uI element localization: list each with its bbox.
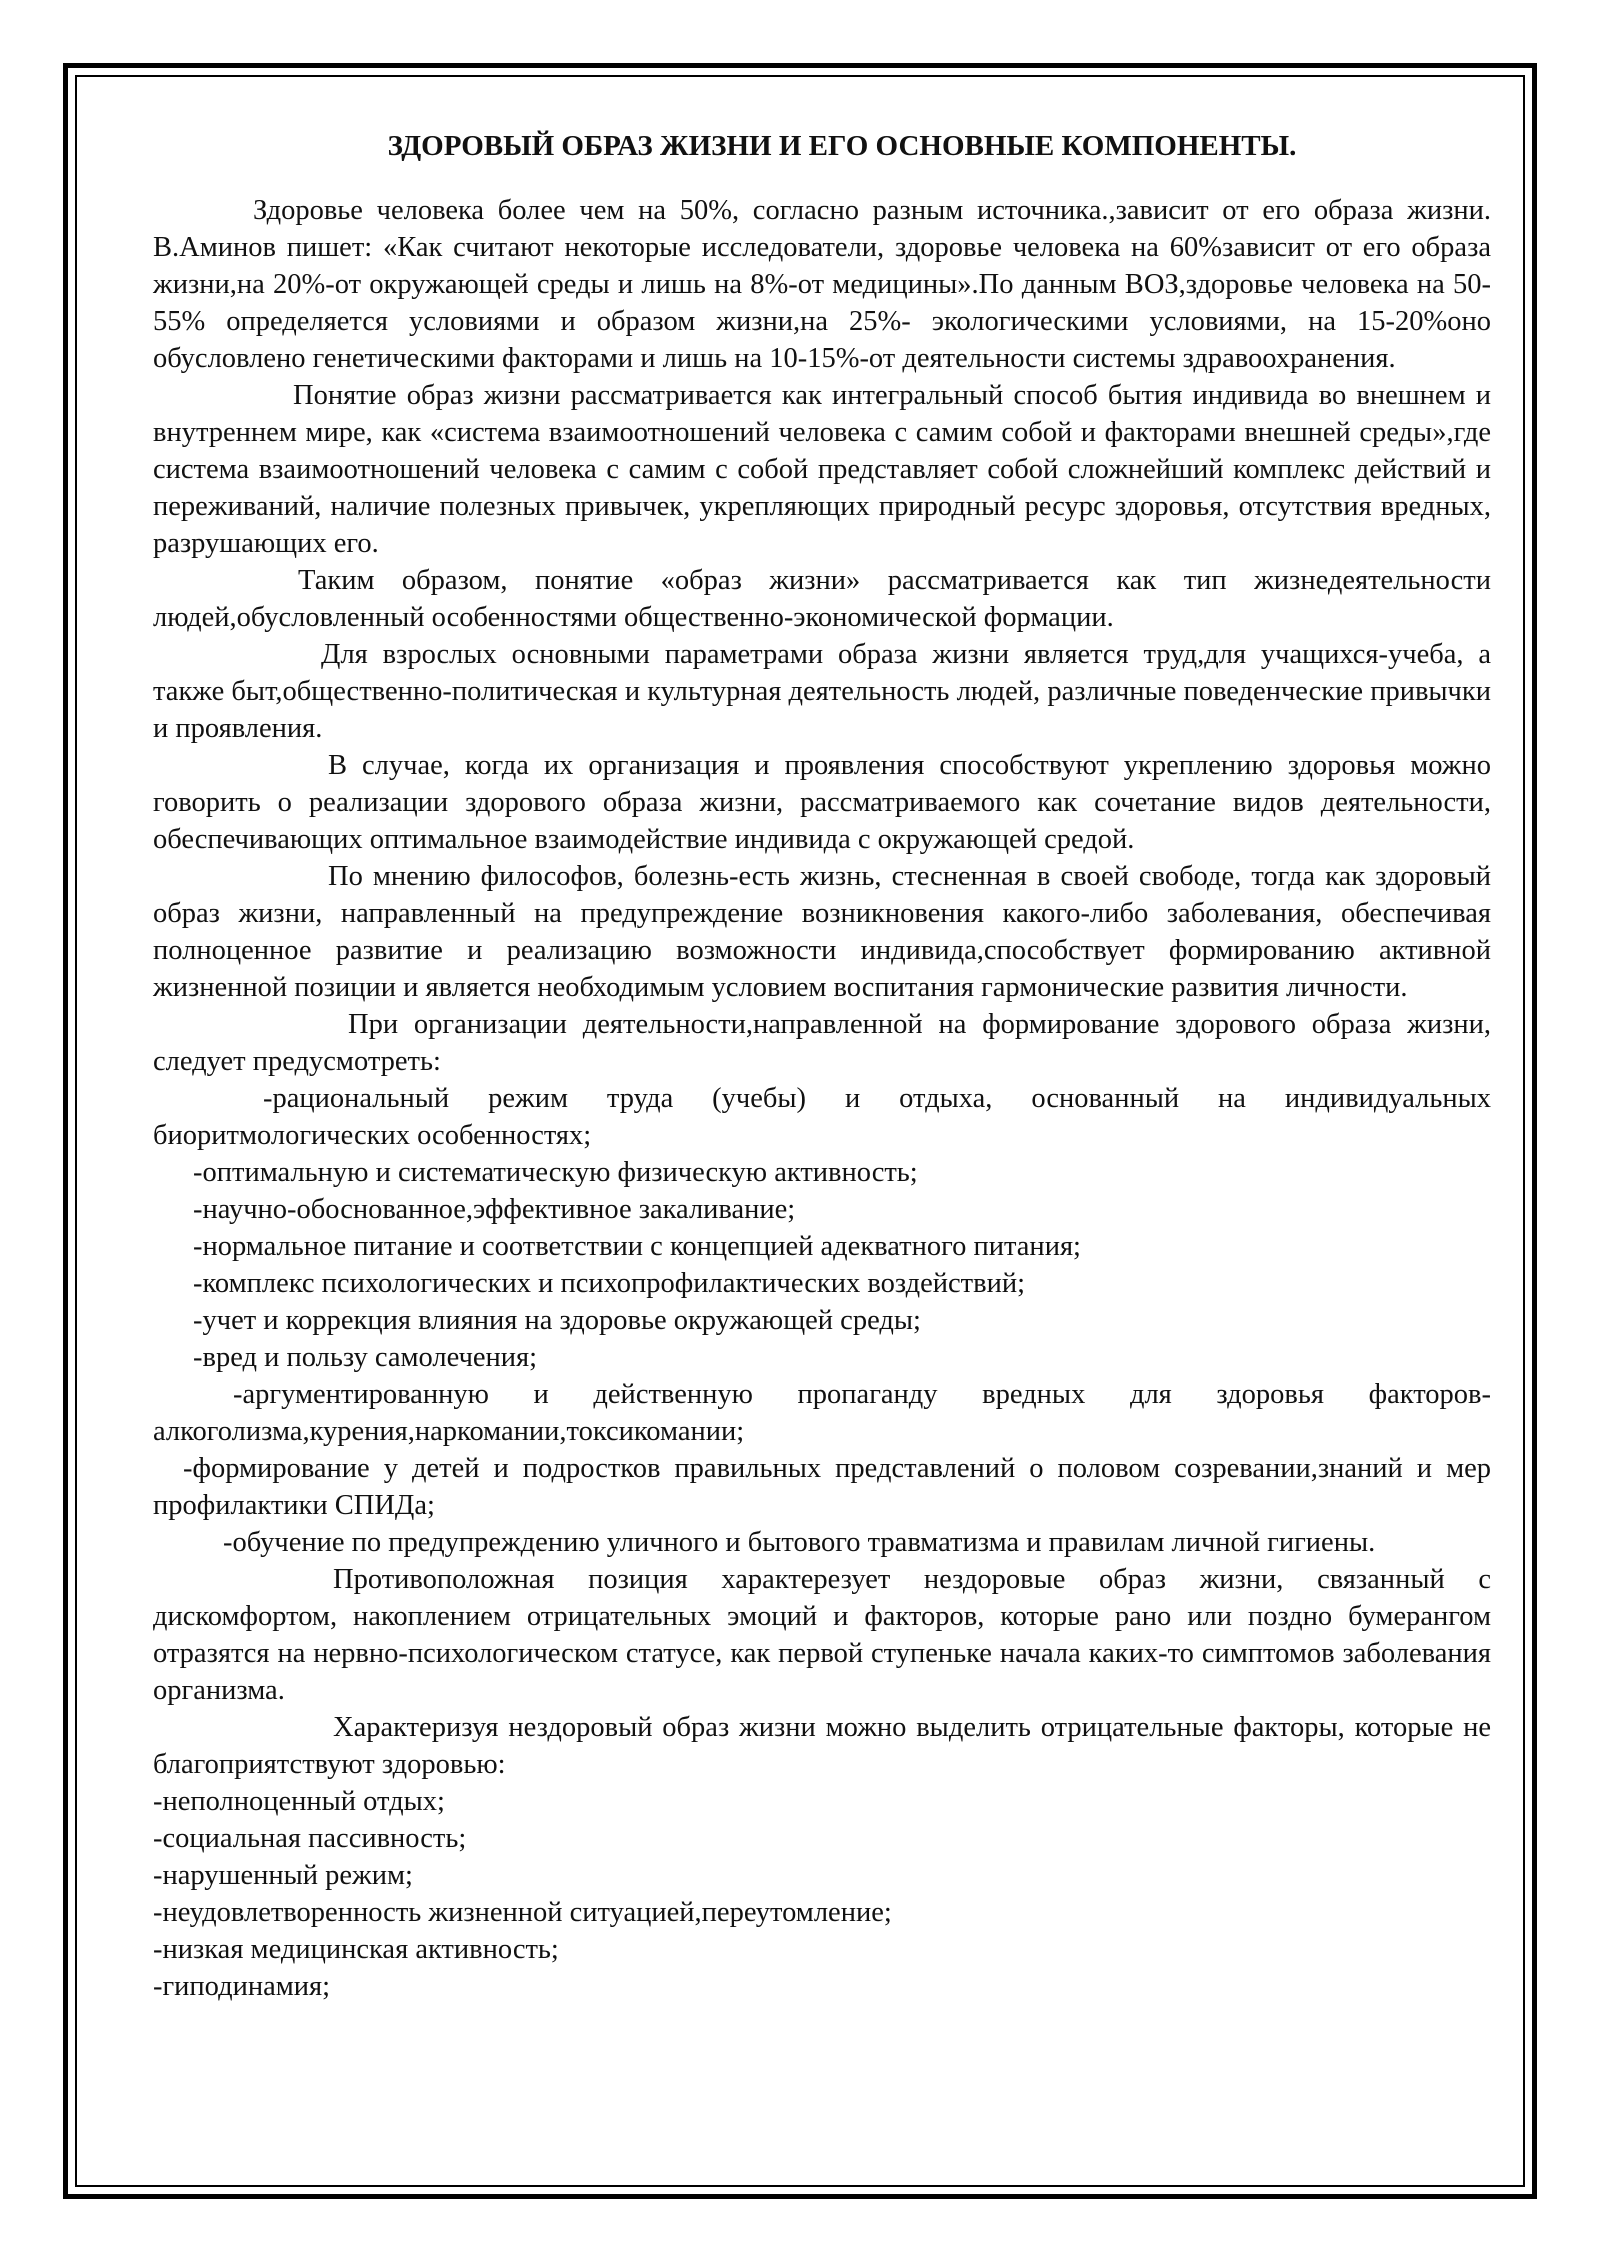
list-item: -рациональный режим труда (учебы) и отдыха, основанный на индивидуальных биоритмологических особенностях; (153, 1083, 1491, 1151)
paragraph-lifestyle-concept: Понятие образ жизни рассматривается как интегральный способ бытия индивида во внешнем и внутреннем мире, как «система взаимоотношений человека с самим собой и факторами внешней среды»,где система взаимоотношений человека с самим с собой представляет собой сложнейший комплекс действий и переживаний, наличие полезных привычек, укрепляющих природный ресурс здоровья, отсутствия вредных, разрушающих его. (153, 380, 1491, 559)
list-item: -низкая медицинская активность; (153, 1934, 559, 1965)
list-item: -научно-обоснованное,эффективное закаливание; (193, 1194, 796, 1225)
paragraph-healthy-lifestyle: В случае, когда их организация и проявления способствуют укреплению здоровья можно говорить о реализации здорового образа жизни, рассматриваемого как сочетание видов деятельности, обеспечивающих оптимальное взаимодействие индивида с окружающей средой. (153, 750, 1491, 855)
list-item: -неполноценный отдых; (153, 1786, 445, 1817)
list-item: -оптимальную и систематическую физическую активность; (193, 1157, 918, 1188)
list-item: -нормальное питание и соответствии с концепцией адекватного питания; (193, 1231, 1081, 1262)
list-item: -учет и коррекция влияния на здоровье окружающей среды; (193, 1305, 921, 1336)
list-item: -аргументированную и действенную пропаганду вредных для здоровья факторов-алкоголизма,курения,наркомании,токсикомании; (153, 1379, 1491, 1447)
paragraph-negative-factors: Характеризуя нездоровый образ жизни можно выделить отрицательные факторы, которые не благоприятствуют здоровью: (153, 1712, 1491, 1780)
paragraph-philosophers: По мнению философов, болезнь-есть жизнь, стесненная в своей свободе, тогда как здоровый образ жизни, направленный на предупреждение возникновения какого-либо заболевания, обеспечивая полноценное развитие и реализацию возможности индивида,способствует формированию активной жизненной позиции и является необходимым условием воспитания гармонические развития личности. (153, 861, 1491, 1003)
list-item: -нарушенный режим; (153, 1860, 413, 1891)
paragraph-lifestyle-type: Таким образом, понятие «образ жизни» рассматривается как тип жизнедеятельности людей,обусловленный особенностями общественно-экономической формации. (153, 565, 1491, 633)
list-item: -обучение по предупреждению уличного и бытового травматизма и правилам личной гигиены. (223, 1527, 1376, 1558)
list-item: -комплекс психологических и психопрофилактических воздействий; (193, 1268, 1026, 1299)
document-body (153, 128, 1491, 2005)
list-item: -гиподинамия; (153, 1971, 331, 2002)
list-item: -формирование у детей и подростков правильных представлений о половом созревании,знаний и мер профилактики СПИДа; (153, 1453, 1491, 1521)
list-item: -социальная пассивность; (153, 1823, 467, 1854)
list-item: -вред и пользу самолечения; (193, 1342, 538, 1373)
paragraph-health-factors: Здоровье человека более чем на 50%, согласно разным источника.,зависит от его образа жизни. В.Аминов пишет: «Как считают некоторые исследователи, здоровье человека на 60%зависит от его образа жизни,на 20%-от окружающей среды и лишь на 8%-от медицины».По данным ВОЗ,здоровье человека на 50-55% определяется условиями и образом жизни,на 25%- экологическими условиями, на 15-20%оно обусловлено генетическими факторами и лишь на 10-15%-от деятельности системы здравоохранения. (153, 195, 1491, 374)
paragraph-opposite-position: Противоположная позиция характерезует нездоровые образ жизни, связанный с дискомфортом, накоплением отрицательных эмоций и факторов, которые рано или поздно бумерангом отразятся на нервно-психологическом статусе, как первой ступеньке начала каких-то симптомов заболевания организма. (153, 1564, 1491, 1706)
list-item: -неудовлетворенность жизненной ситуацией,переутомление; (153, 1897, 892, 1928)
paragraph-organization: При организации деятельности,направленной на формирование здорового образа жизни, следует предусмотреть: (153, 1009, 1491, 1077)
document-title: ЗДОРОВЫЙ ОБРАЗ ЖИЗНИ И ЕГО ОСНОВНЫЕ КОМПОНЕНТЫ. (387, 130, 1297, 162)
paragraph-adult-parameters: Для взрослых основными параметрами образа жизни является труд,для учащихся-учеба, а также быт,общественно-политическая и культурная деятельность людей, различные поведенческие привычки и проявления. (153, 639, 1491, 744)
